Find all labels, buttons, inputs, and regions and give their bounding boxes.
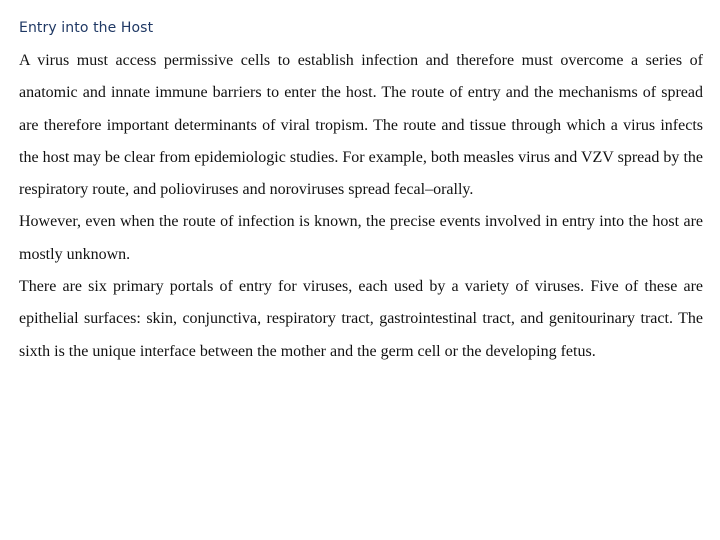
paragraph-route-unknown: However, even when the route of infection is known, the precise events involved in entry into the host are mostly unknown.	[19, 213, 703, 263]
paragraph-virus-access: A virus must access permissive cells to establish infection and therefore must overcome a series of anatomic and innate immune barriers to enter the host. The route of entry and the mechanisms of spread are therefore important determinants of viral tropism. The route and tissue through which a virus infects the host may be clear from epidemiologic studies. For example, both measles virus and VZV spread by the respiratory route, and polioviruses and noroviruses spread fecal–orally.	[19, 52, 703, 199]
slide-title: Entry into the Host	[19, 20, 154, 36]
body-text	[19, 45, 703, 368]
paragraph-portals-of-entry: There are six primary portals of entry for viruses, each used by a variety of viruses. Five of these are epithelial surfaces: skin, conjunctiva, respiratory tract, gastrointestinal tract, and genitourinary tract. The sixth is the unique interface between the mother and the germ cell or the developing fetus.	[19, 278, 703, 360]
